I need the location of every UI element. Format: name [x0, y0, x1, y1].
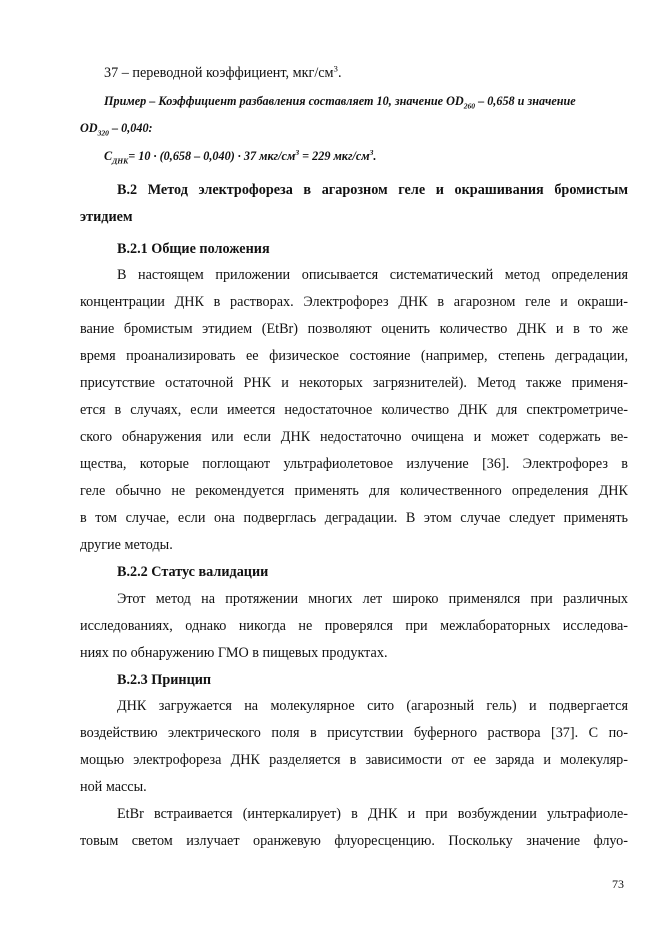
example-sub-2: 320 [97, 128, 109, 138]
b21-line: ется в случаях, если имеется недостаточное количество ДНК для спектрометриче- [80, 402, 628, 418]
legend-tail: . [337, 65, 342, 81]
b21-line: вание бромистым этидием (EtBr) позволяют оценить количество ДНК и в то же [80, 321, 628, 337]
b21-line: геле обычно не рекомендуется применять для количественного определения ДНК [80, 483, 628, 499]
b23-p2-line: товым светом излучает оранжевую флуоресценцию. Поскольку значение флуо- [80, 833, 628, 849]
b22-line: исследованиях, однако никогда не проверялся при межлабораторных исследова- [80, 618, 628, 634]
b23-p1-line: мощью электрофореза ДНК разделяется в зависимости от ее заряда и молекуляр- [80, 752, 628, 768]
example-formula [104, 147, 376, 165]
example-line-1 [104, 92, 576, 110]
b23-p1-line: ДНК загружается на молекулярное сито (агарозный гель) и подвергается [117, 698, 628, 714]
b21-line: В настоящем приложении описывается систематический метод определения [117, 267, 628, 283]
example-sub-1: 260 [463, 101, 476, 111]
b23-p1-line-last: ной массы. [80, 779, 147, 795]
formula-c: C [104, 149, 113, 163]
b22-line-last: ниях по обнаружению ГМО в пищевых продуктах. [80, 645, 388, 661]
b21-line-last: другие методы. [80, 537, 173, 553]
formula-sub: ДНК [112, 156, 129, 166]
b22-line: Этот метод на протяжении многих лет широко применялся при различных [117, 591, 628, 607]
formula-end: . [373, 149, 377, 163]
formula-mid-2: = 229 мкг/см [299, 149, 370, 163]
section-b22-heading: В.2.2 Статус валидации [117, 564, 269, 580]
section-b21-heading: В.2.1 Общие положения [117, 241, 270, 257]
formula-legend [104, 64, 342, 82]
b23-p2-line: EtBr встраивается (интеркалирует) в ДНК и при возбуждении ультрафиоле- [117, 806, 628, 822]
formula-sup-1: 3 [295, 148, 300, 158]
page-number: 73 [612, 877, 624, 891]
b21-line: ского обнаружения или если ДНК недостаточно очищена и может содержать ве- [80, 429, 628, 445]
example-text-1: Пример – Коэффициент разбавления составляет 10, значение OD [104, 94, 464, 108]
example-line-2 [80, 119, 153, 137]
formula-mid: = 10 · (0,658 – 0,040) · 37 мкг/см [128, 149, 296, 163]
section-b23-heading: В.2.3 Принцип [117, 672, 212, 688]
b21-line: щества, которые поглощают ультрафиолетовое излучение [36]. Электрофорез в [80, 456, 628, 472]
section-b2-heading-2: этидием [80, 209, 133, 225]
legend-text: 37 – переводной коэффициент, мкг/см [104, 65, 334, 81]
b23-p1-line: воздействию электрического поля в присутствии буферного раствора [37]. С по- [80, 725, 628, 741]
section-b2-heading-1: В.2 Метод электрофореза в агарозном геле и окрашивания бромистым [117, 182, 628, 198]
example-tail-2: – 0,040: [108, 121, 153, 135]
legend-sup: 3 [333, 63, 338, 74]
b21-line: время проанализировать ее физическое состояние (например, степень деградации, [80, 348, 628, 364]
b21-line: в том случае, если она подверглась деградации. В этом случае следует применять [80, 510, 628, 526]
example-text-2: OD [80, 121, 98, 135]
b21-line: присутствие остаточной РНК и некоторых загрязнителей). Метод также применя- [80, 375, 628, 391]
example-tail-1: – 0,658 и значение [475, 94, 576, 108]
formula-sup-2: 3 [369, 148, 374, 158]
b21-line: концентрации ДНК в растворах. Электрофорез ДНК в агарозном геле и окраши- [80, 294, 628, 310]
